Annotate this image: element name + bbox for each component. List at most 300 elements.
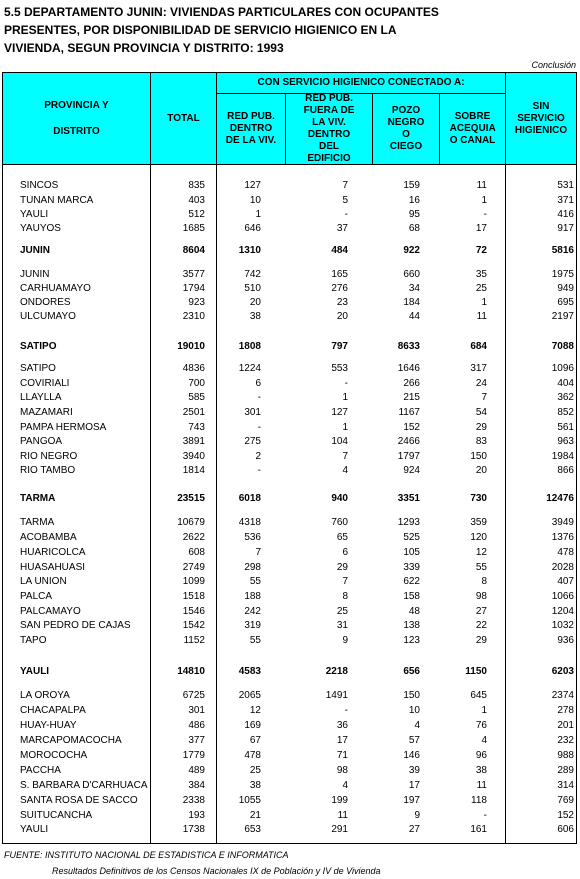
cell-pozo: 48 [408,606,420,617]
table-row [3,222,576,236]
table-row [3,689,576,703]
cell-sobre: 96 [475,750,487,761]
cell-red-dentro: 319 [244,620,261,631]
table-row [3,516,576,530]
cell-red-fuera: 797 [331,341,348,352]
cell-sin: 1376 [551,532,574,543]
cell-red-dentro: 169 [244,720,261,731]
cell-total: 1546 [182,606,205,617]
cell-total: 301 [188,705,205,716]
table-row [3,704,576,718]
table-row [3,377,576,391]
cell-red-dentro: 10 [249,195,261,206]
cell-red-fuera: 5 [342,195,348,206]
table-row [3,605,576,619]
cell-red-fuera: 11 [337,810,348,821]
cell-total: 923 [188,297,205,308]
cell-total: 19010 [177,341,205,352]
cell-total: 1518 [182,591,205,602]
cell-total: 512 [188,209,205,220]
header-sin: SIN SERVICIO HIGIENICO [514,100,568,136]
table-row [3,809,576,823]
row-name: SUITUCANCHA [20,810,93,821]
cell-total: 1099 [182,576,205,587]
table-row [3,561,576,575]
cell-red-dentro: 38 [249,780,261,791]
table-row [3,546,576,560]
cell-red-fuera: 7 [342,180,348,191]
cell-red-dentro: 478 [244,750,261,761]
table-row [3,823,576,837]
cell-red-fuera: 276 [331,283,348,294]
header-conectado: CON SERVICIO HIGIENICO CONECTADO A: [257,77,465,88]
cell-sin: 2197 [551,311,574,322]
cell-total: 384 [188,780,205,791]
cell-pozo: 138 [403,620,420,631]
cell-sin: 1204 [551,606,574,617]
cell-sin: 416 [557,209,574,220]
cell-red-dentro: 67 [249,735,261,746]
table-row [3,575,576,589]
cell-pozo: 3351 [397,493,420,504]
row-name: ACOBAMBA [20,532,77,543]
cell-pozo: 16 [408,195,420,206]
header-provincia-line2: DISTRITO [53,125,100,137]
cell-sobre: 55 [475,562,487,573]
table-row [3,421,576,435]
cell-total: 2501 [182,407,205,418]
row-name: YAULI [20,824,49,835]
cell-red-fuera: 1 [342,392,348,403]
cell-red-dentro: - [257,465,261,476]
row-name: HUARICOLCA [20,547,86,558]
title-line-3: VIVIENDA, SEGUN PROVINCIA Y DISTRITO: 1993 [4,41,284,55]
table-row [3,391,576,405]
cell-sobre: 76 [475,720,487,731]
row-name: LA OROYA [20,690,70,701]
cell-red-fuera: 165 [331,269,348,280]
cell-pozo: 152 [403,422,420,433]
cell-sin: 314 [557,780,574,791]
cell-total: 23515 [177,493,205,504]
cell-sin: 371 [557,195,574,206]
cell-sobre: 11 [476,780,487,791]
cell-pozo: 10 [408,705,420,716]
row-name: YAULI [20,209,49,220]
cell-sin: 988 [557,750,574,761]
cell-pozo: 159 [403,180,420,191]
cell-sobre: 11 [476,180,487,191]
cell-red-dentro: 6 [255,378,261,389]
cell-red-fuera: 71 [336,750,348,761]
cell-red-fuera: 291 [331,824,348,835]
row-name: PACCHA [20,765,61,776]
cell-sobre: 645 [470,690,487,701]
row-name: COVIRIALI [20,378,70,389]
cell-red-dentro: 38 [249,311,261,322]
row-name: MOROCOCHA [20,750,88,761]
cell-total: 486 [188,720,205,731]
row-name: S. BARBARA D'CARHUACA [20,780,148,791]
row-name: SANTA ROSA DE SACCO [20,795,138,806]
cell-total: 2338 [182,795,205,806]
cell-sobre: 98 [475,591,487,602]
cell-sobre: 29 [475,422,487,433]
cell-red-dentro: 298 [244,562,261,573]
cell-total: 835 [188,180,205,191]
table-row [3,531,576,545]
row-name: RIO NEGRO [20,451,78,462]
cell-sin: 852 [557,407,574,418]
row-name: TARMA [20,517,55,528]
cell-sin: 289 [557,765,574,776]
cell-sin: 866 [557,465,574,476]
cell-pozo: 34 [408,283,420,294]
cell-total: 14810 [177,666,205,677]
cell-sin: 963 [557,436,574,447]
cell-pozo: 525 [403,532,420,543]
row-name: CARHUAMAYO [20,283,91,294]
cell-red-fuera: 98 [336,765,348,776]
cell-red-fuera: 127 [331,407,348,418]
cell-sobre: 1150 [465,666,487,677]
cell-sin: 936 [557,635,574,646]
table-row [3,794,576,808]
cell-red-dentro: 1310 [238,245,261,256]
cell-sin: 531 [557,180,574,191]
cell-red-dentro: 1808 [238,341,261,352]
row-name: TAPO [20,635,47,646]
cell-sobre: 24 [475,378,487,389]
table-row [3,779,576,793]
cell-pozo: 924 [403,465,420,476]
cell-total: 1738 [182,824,205,835]
cell-total: 1779 [182,750,205,761]
cell-red-fuera: 104 [331,436,348,447]
cell-red-fuera: 553 [331,363,348,374]
cell-sobre: - [483,209,487,220]
cell-sobre: 1 [481,195,487,206]
cell-sobre: 317 [470,363,487,374]
province-row [3,665,576,679]
row-name: TARMA [20,493,56,504]
cell-red-dentro: 4583 [238,666,261,677]
cell-sin: 407 [557,576,574,587]
province-row [3,492,576,506]
cell-sin: 1032 [551,620,574,631]
table-title [4,3,574,57]
cell-red-fuera: 4 [342,465,348,476]
table-row [3,619,576,633]
cell-pozo: 17 [408,780,420,791]
cell-sobre: 38 [475,765,487,776]
row-name: YAULI [20,666,50,677]
row-name: CHACAPALPA [20,705,86,716]
cell-red-fuera: 29 [336,562,348,573]
cell-sin: 478 [557,547,574,558]
cell-red-dentro: 55 [249,576,261,587]
cell-red-fuera: 4 [342,780,348,791]
footer-results: Resultados Definitivos de los Censos Nacionales IX de Población y IV de Vivienda [52,866,381,876]
cell-sobre: 20 [475,465,487,476]
cell-red-fuera: 6 [342,547,348,558]
cell-pozo: 158 [403,591,420,602]
cell-pozo: 2466 [397,436,420,447]
cell-sobre: 359 [470,517,487,528]
cell-total: 2749 [182,562,205,573]
cell-red-fuera: - [344,378,348,389]
cell-red-dentro: 1224 [238,363,261,374]
cell-sobre: 1 [481,705,487,716]
cell-red-fuera: 20 [336,311,348,322]
cell-total: 2622 [182,532,205,543]
cell-sin: 949 [557,283,574,294]
cell-pozo: 150 [403,690,420,701]
table-row [3,310,576,324]
cell-red-dentro: 510 [244,283,261,294]
cell-total: 743 [188,422,205,433]
cell-total: 4836 [182,363,205,374]
row-name: RIO TAMBO [20,465,76,476]
cell-red-fuera: 36 [336,720,348,731]
cell-red-fuera: 37 [336,223,348,234]
cell-sin: 5816 [551,245,574,256]
cell-red-fuera: 7 [342,451,348,462]
cell-red-dentro: 2 [255,451,261,462]
cell-pozo: 8633 [397,341,420,352]
table-row [3,268,576,282]
cell-red-dentro: 6018 [238,493,261,504]
row-name: PANGOA [20,436,63,447]
row-name: ULCUMAYO [20,311,76,322]
table-row [3,208,576,222]
cell-red-fuera: 1491 [325,690,348,701]
cell-red-fuera: 2218 [325,666,348,677]
cell-sobre: 11 [476,311,487,322]
table-row [3,749,576,763]
row-name: PAMPA HERMOSA [20,422,107,433]
cell-sin: 362 [557,392,574,403]
table-row [3,435,576,449]
cell-pozo: 266 [403,378,420,389]
cell-total: 10679 [177,517,205,528]
cell-pozo: 339 [403,562,420,573]
cell-red-fuera: 1 [342,422,348,433]
cell-red-fuera: 7 [342,576,348,587]
cell-red-dentro: 188 [244,591,261,602]
table-row [3,296,576,310]
cell-sobre: 150 [470,451,487,462]
row-name: LA UNION [20,576,67,587]
header-pozo: POZO NEGRO O CIEGO [387,105,425,152]
table-row [3,406,576,420]
cell-sobre: 72 [475,245,487,256]
cell-sin: 7088 [551,341,574,352]
cell-total: 377 [188,735,205,746]
table-row [3,590,576,604]
cell-sin: 695 [557,297,574,308]
cell-pozo: 146 [403,750,420,761]
cell-sobre: 118 [471,795,487,806]
cell-sobre: 29 [475,635,487,646]
cell-total: 585 [188,392,205,403]
cell-total: 2310 [182,311,205,322]
row-name: SATIPO [20,341,57,352]
cell-pozo: 1293 [397,517,420,528]
cell-red-dentro: 242 [244,606,261,617]
cell-red-dentro: 12 [249,705,261,716]
cell-total: 489 [188,765,205,776]
table-row [3,634,576,648]
cell-pozo: 44 [408,311,420,322]
cell-sobre: 83 [475,436,487,447]
cell-pozo: 68 [408,223,420,234]
cell-red-dentro: 2065 [238,690,261,701]
cell-red-dentro: 536 [244,532,261,543]
cell-total: 700 [188,378,205,389]
table-row [3,464,576,478]
cell-red-fuera: 8 [342,591,348,602]
cell-red-fuera: - [344,705,348,716]
row-name: YAUYOS [20,223,61,234]
cell-sobre: 4 [481,735,487,746]
cell-red-dentro: 127 [244,180,261,191]
row-name: PALCA [20,591,53,602]
cell-red-fuera: 760 [331,517,348,528]
row-name: MARCAPOMACOCHA [20,735,122,746]
cell-red-dentro: 25 [249,765,261,776]
cell-total: 1542 [182,620,205,631]
cell-pozo: 184 [403,297,420,308]
table-row [3,719,576,733]
cell-red-dentro: 55 [249,635,261,646]
cell-pozo: 197 [403,795,420,806]
header-sobre: SOBRE ACEQUIA O CANAL [449,111,496,146]
cell-red-dentro: 7 [255,547,261,558]
header-red-dentro: RED PUB. DENTRO DE LA VIV. [225,111,277,146]
cell-red-dentro: - [257,392,261,403]
header-provincia [3,73,150,164]
cell-sin: 232 [557,735,574,746]
cell-sin: 606 [557,824,574,835]
province-row [3,244,576,258]
cell-sin: 12476 [546,493,574,504]
cell-sobre: 12 [475,547,487,558]
cell-total: 3577 [182,269,205,280]
cell-sobre: 684 [470,341,487,352]
cell-total: 6725 [182,690,205,701]
row-name: SINCOS [20,180,59,191]
table-row [3,362,576,376]
cell-sobre: 730 [470,493,487,504]
cell-red-fuera: 484 [331,245,348,256]
cell-red-dentro: 1 [255,209,261,220]
row-name: SAN PEDRO DE CAJAS [20,620,131,631]
cell-red-fuera: 23 [336,297,348,308]
cell-red-dentro: 21 [249,810,261,821]
cell-red-fuera: 199 [331,795,348,806]
cell-sin: 561 [557,422,574,433]
cell-pozo: 123 [403,635,420,646]
cell-total: 8604 [182,245,205,256]
cell-sobre: 161 [470,824,487,835]
cell-pozo: 9 [414,810,420,821]
cell-sobre: 54 [475,407,487,418]
row-name: JUNIN [20,269,50,280]
cell-total: 3940 [182,451,205,462]
cell-sin: 1096 [551,363,574,374]
cell-red-dentro: 742 [244,269,261,280]
cell-sobre: 27 [475,606,487,617]
cell-sin: 6203 [551,666,574,677]
cell-red-fuera: - [344,209,348,220]
cell-pozo: 1167 [398,407,420,418]
cell-total: 3891 [182,436,205,447]
row-name: HUASAHUASI [20,562,86,573]
cell-pozo: 57 [408,735,420,746]
row-name: TUNAN MARCA [20,195,94,206]
row-name: LLAYLLA [20,392,62,403]
cell-red-dentro: 275 [244,436,261,447]
table-body [2,165,577,844]
table-row [3,194,576,208]
cell-red-fuera: 940 [331,493,348,504]
cell-pozo: 656 [403,666,420,677]
cell-pozo: 4 [414,720,420,731]
cell-sin: 201 [557,720,574,731]
table-row [3,450,576,464]
cell-total: 1685 [182,223,205,234]
cell-pozo: 1646 [397,363,420,374]
row-name: MAZAMARI [20,407,73,418]
cell-sobre: 7 [481,392,487,403]
cell-sin: 278 [557,705,574,716]
province-row [3,340,576,354]
cell-red-dentro: - [257,422,261,433]
cell-sobre: 1 [481,297,487,308]
cell-sobre: 8 [481,576,487,587]
cell-pozo: 39 [408,765,420,776]
cell-red-fuera: 25 [336,606,348,617]
cell-total: 1152 [183,635,205,646]
cell-red-dentro: 646 [244,223,261,234]
table-header [2,72,577,165]
cell-red-fuera: 31 [336,620,348,631]
table-row [3,282,576,296]
title-line-2: PRESENTES, POR DISPONIBILIDAD DE SERVICIO HIGIENICO EN LA [4,23,397,37]
row-name: PALCAMAYO [20,606,81,617]
cell-red-fuera: 65 [336,532,348,543]
cell-sobre: 25 [475,283,487,294]
cell-red-dentro: 20 [249,297,261,308]
cell-red-fuera: 17 [336,735,348,746]
cell-sobre: - [483,810,487,821]
title-line-1: 5.5 DEPARTAMENTO JUNIN: VIVIENDAS PARTICULARES CON OCUPANTES [4,5,439,19]
cell-pozo: 105 [403,547,420,558]
table-row [3,734,576,748]
cell-sobre: 17 [475,223,487,234]
cell-red-dentro: 4318 [238,517,261,528]
cell-sin: 404 [557,378,574,389]
cell-red-dentro: 653 [244,824,261,835]
table-row [3,764,576,778]
cell-pozo: 27 [408,824,420,835]
row-name: SATIPO [20,363,56,374]
cell-total: 403 [188,195,205,206]
cell-sobre: 35 [475,269,487,280]
conclusion-note: Conclusión [531,60,576,70]
cell-sin: 3949 [551,517,574,528]
